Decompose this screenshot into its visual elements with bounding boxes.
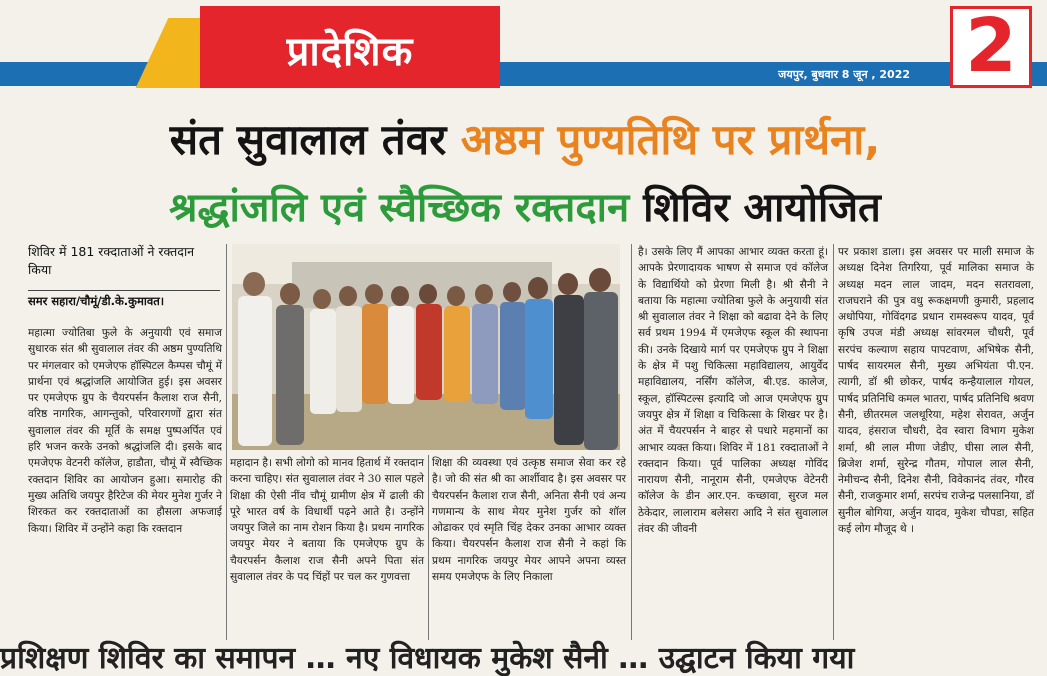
headline-line-2-green: श्रद्धांजलि एवं स्वैच्छिक रक्तदान: [169, 185, 644, 231]
column-rule: [833, 244, 834, 640]
headline-line-2-black: शिविर आयोजित: [643, 185, 881, 231]
group-photo-illustration: [232, 244, 620, 450]
article-column-1: महात्मा ज्योतिबा फुले के अनुयायी एवं समाज सुधारक संत श्री सुवालाल तंवर की अष्ठम पुण्यतिथि पर मंगलवार को एमजेएफ हॉस्पिटल कैम्पस चौमूं में प्रार्थना एवं श्रद्धांजलि आयोजित हुई। इस अवसर पर एमजेएफ ग्रुप के चैयरपर्सन कैलाश राज सैनी, वरिष्ठ नागरिक, आगन्तुको, परिवारगणों द्वारा संत सुवालाल तंवर की मूर्ति के समक्ष पुष्पअर्पित एवं हरि भजन करके उनको श्रद्धांजलि दी। इसके बाद एमजेएफ वेटनरी कॉलेज, हाडौता, चौमूं में स्वैच्छिक रक्तदान शिविर का आयोजन हुआ। समारोह की मुख्य अतिथि जयपुर हैरिटेज की मेयर मुनेश गुर्जर ने शिरकत कर रक्तदाताओं का हौसला अफजाई किया। शिविर में उन्होंने कहा कि रक्तदान: [28, 327, 222, 535]
column-rule: [226, 244, 227, 640]
article-subhead: शिविर में 181 रक्दाताओं ने रक्तदान किया: [28, 244, 195, 277]
article-column-4: है। उसके लिए मैं आपका आभार व्यक्त करता हूं। आपके प्रेरणादायक भाषण से समाज एवं कॉलेज के विद्यार्थियो को प्रेरणा मिली है। श्री सैनी ने बताया कि महात्मा ज्योतिबा फुले के अनुयायी संत श्री सुवालाल तंवर ने शिक्षा को बढावा देने के लिए सर्व प्रथम 1994 में एमजेएफ स्कूल की स्थापना की। उनके दिखाये मार्ग पर एमजेएफ ग्रुप ने शिक्षा के क्षेत्र में पशु चिकित्सा महाविद्यालय, आयुर्वेद महाविद्यालय, नर्सिंग कॉलेज, बी.एड. कालेज, स्कूल, हॉस्पिटल्स इत्यादि जो आज एमजेएफ ग्रुप जयपुर क्षेत्र में शिक्षा व चिकित्सा के शिखर पर है। अंत में चैयरपर्सन ने बाहर से पधारे महमानों का आभार व्यक्त किया। शिविर में 181 रक्दाताओं ने रक्तदान किया। पूर्व पालिका अध्यक्ष गोविंद नारायण सैनी, नानूराम सैनी, एमजेएफ वेटेनरी कॉलेज के डीन आर.एन. कच्छावा, सुरज मल ठेकेदार, लालाराम बलेसरा आदि ने संत सुवालाल तंवर की जीवनी: [638, 246, 828, 536]
headline-line-1-orange: अष्ठम पुण्यतिथि पर प्रार्थना,: [460, 115, 881, 164]
headline-line-2: [20, 180, 1030, 236]
dateline: जयपुर, बुधवार 8 जून , 2022: [778, 68, 910, 81]
page-number: 2: [965, 3, 1017, 89]
article-column-3: शिक्षा की व्यवस्था एवं उत्कृष्ठ समाज सेवा कर रहे है। जो की संत श्री का आर्शीवाद है। इस अवसर पर चैयरपर्सन कैलाश राज सैनी, अनिता सैनी एवं अन्य गणमान्य के साथ मेयर मुनेश गुर्जर को शॉल ओढाकर एवं स्मृति चिंह देकर उनका आभार व्यक्त किया। चैयरपर्सन कैलाश राज सैनी ने कहां कि प्रथम नागरिक जयपुर मेयर आपने अपना व्यस्त समय एमजेएफ के लिए निकाला: [432, 457, 626, 584]
article-byline: समर सहारा/चौमूं/डी.के.कुमावत।: [28, 290, 220, 309]
article-column-2: महादान है। सभी लोगो को मानव हितार्थ में रक्तदान करना चाहिए। संत सुवालाल तंवर ने 30 साल पहले शिक्षा की ऐसी नींव चौमूं ग्रामीण क्षेत्र में ढाली की पूरे भारत वर्ष के विधार्थी पढ़ने आते है। उन्होंने जयपुर जिले का नाम रोशन किया है। प्रथम नागरिक जयपुर मेयर ने बताया कि एमजेएफ ग्रुप के चैयरपर्सन कैलाश राज सैनी अपने पिता संत सुवालाल तंवर के पद चिंहों पर चल कर गुणवत्ता: [230, 457, 424, 584]
headline-line-1-black: संत सुवालाल तंवर: [169, 115, 461, 164]
group-photo: [232, 244, 620, 450]
article-column-5: पर प्रकाश डाला। इस अवसर पर माली समाज के अध्यक्ष दिनेश तिगरिया, पूर्व मालिका समाज के अध्यक्ष मदन लाल जादम, मदन सतरावला, राजघराने की पुत्र वधु रूकक्षमणी कुमारी, प्रहलाद अधोपिया, गोविंदगढ प्रधान रामस्वरूप यादव, पूर्व कृषि उपज मंडी अध्यक्ष सांवरमल चौधरी, पूर्व सरपंच कल्याण सहाय पापटवाण, अभिषेक सैनी, पार्षद सायरमल सैनी, मुख्य अभियंता पी.एन. त्यागी, डॉ श्री छोकर, पार्षद कन्हैयालाल गोयल, पार्षद प्रतिनिधि कमल भातरा, पार्षद प्रतिनिधि श्रवण सैनी, छीतरमल जलथूरिया, महेश सेरावत, अर्जुन यादव, हंसराज चौधरी, देव स्वारा विभाग मुकेश शर्मा, श्री लाल मीणा जेडीए, घीसा लाल सैनी, ब्रिजेश शर्मा, सुरेन्द्र गौतम, गोपाल लाल सैनी, नेमीचन्द सैनी, दिनेश सैनी, विवेकानंद तंवर, गौरव सैनी, राजकुमार शर्मा, सरपंच राजेन्द्र पलसानिया, डॉ सुनील बोगिया, अर्जुन यादव, मुकेश चौपडा, सहित कई लोग मौजूद थे ।: [838, 246, 1034, 536]
headline-line-1: [20, 112, 1030, 168]
column-rule: [428, 455, 429, 640]
next-headline-fragment: प्रशिक्षण शिविर का समापन … नए विधायक मुकेश सैनी … उद्घाटन किया गया: [0, 641, 855, 676]
section-title: प्रादेशिक: [286, 29, 414, 75]
column-rule: [631, 244, 632, 640]
